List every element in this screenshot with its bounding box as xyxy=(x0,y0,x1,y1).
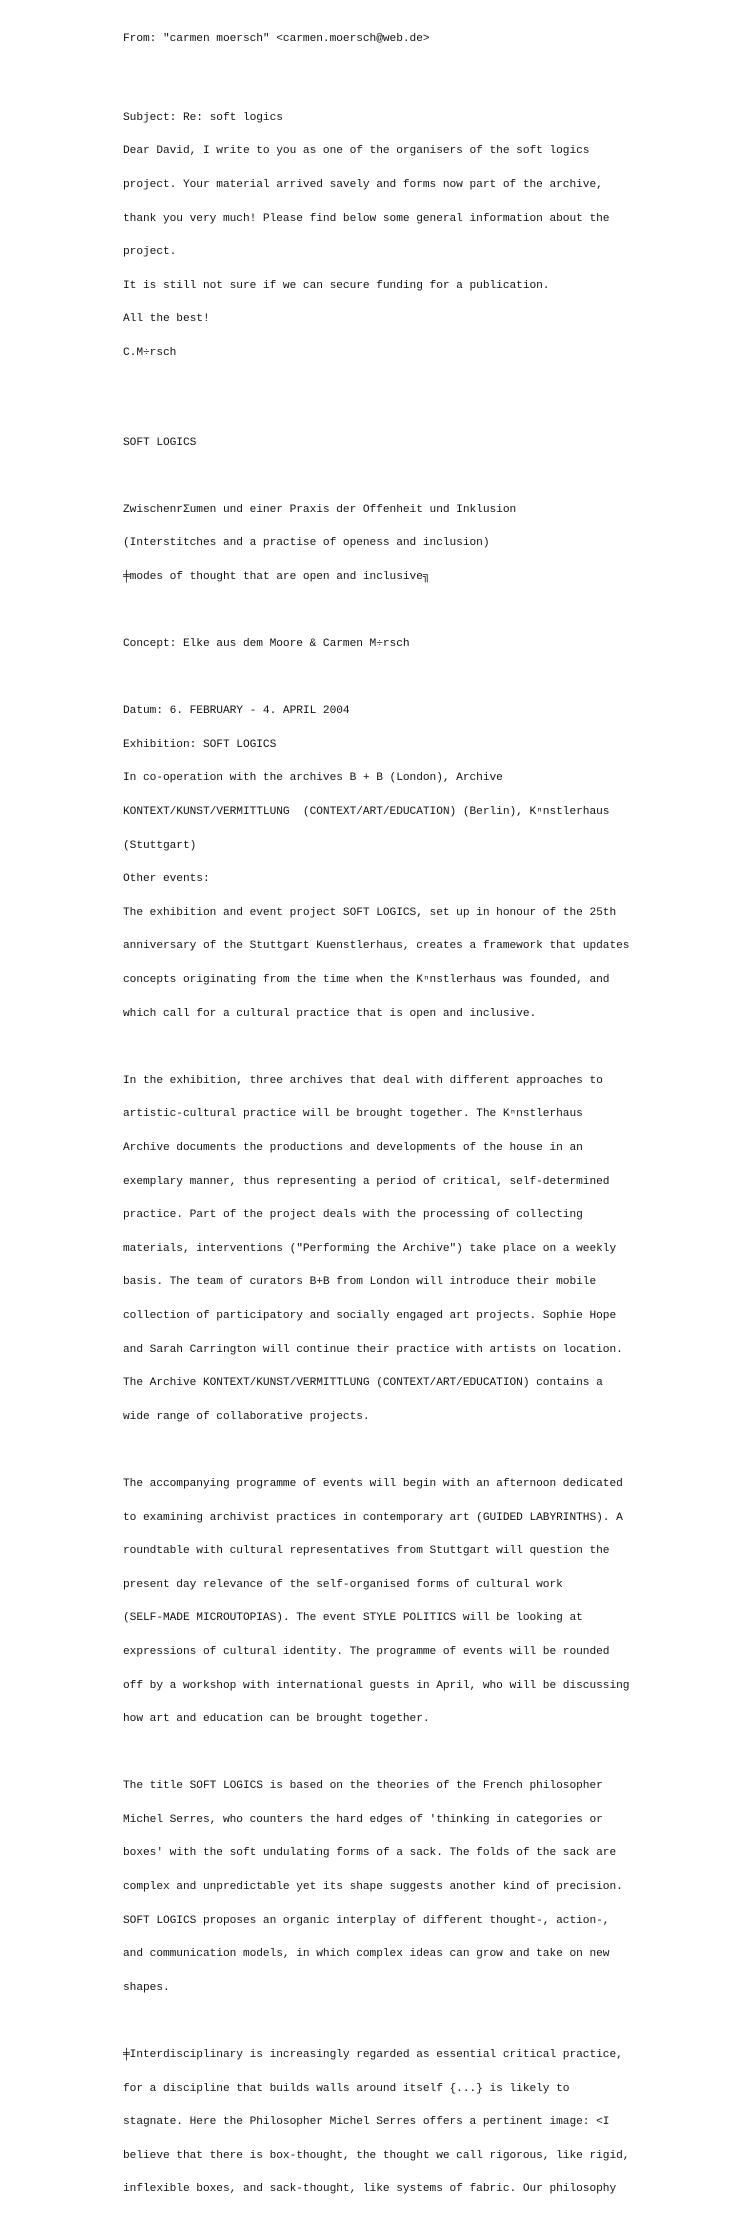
interdisciplinary-paragraph-line: inflexible boxes, and sack-thought, like systems of fabric. Our philosophy xyxy=(123,2183,617,2196)
exhibition-paragraph-line: The Archive KONTEXT/KUNST/VERMITTLUNG (CONTEXT/ART/EDUCATION) contains a xyxy=(123,1377,603,1390)
events-paragraph-line: to examining archivist practices in contemporary art (GUIDED LABYRINTHS). A xyxy=(123,1511,623,1524)
events-paragraph-line: expressions of cultural identity. The programme of events will be rounded xyxy=(123,1645,610,1658)
exhibition-paragraph-line: In the exhibition, three archives that deal with different approaches to xyxy=(123,1074,603,1087)
email-signature: C.M÷rsch xyxy=(123,346,177,359)
exhibition-paragraph-line: Archive documents the productions and developments of the house in an xyxy=(123,1142,583,1155)
details-line: KONTEXT/KUNST/VERMITTLUNG (CONTEXT/ART/EDUCATION) (Berlin), Kⁿnstlerhaus xyxy=(123,806,610,819)
title-paragraph-line: shapes. xyxy=(123,1981,170,1994)
email-body-line: It is still not sure if we can secure funding for a publication. xyxy=(123,279,550,292)
details-line: Datum: 6. FEBRUARY - 4. APRIL 2004 xyxy=(123,705,350,718)
email-from: From: "carmen moersch" <carmen.moersch@web.de> xyxy=(123,33,430,46)
email-body-line: Dear David, I write to you as one of the organisers of the soft logics xyxy=(123,145,590,158)
subtitle-line: ╪modes of thought that are open and inclusive╗ xyxy=(123,570,430,583)
details-line: concepts originating from the time when the Kⁿnstlerhaus was founded, and xyxy=(123,974,610,987)
subtitle-line: ZwischenrΣumen und einer Praxis der Offenheit und Inklusion xyxy=(123,503,517,516)
exhibition-paragraph-line: artistic-cultural practice will be brought together. The Kⁿnstlerhaus xyxy=(123,1108,583,1121)
email-body-line: project. Your material arrived savely and forms now part of the archive, xyxy=(123,178,603,191)
interdisciplinary-paragraph-line: ╪Interdisciplinary is increasingly regarded as essential critical practice, xyxy=(123,2049,623,2062)
exhibition-paragraph-line: exemplary manner, thus representing a period of critical, self-determined xyxy=(123,1175,610,1188)
exhibition-paragraph-line: basis. The team of curators B+B from London will introduce their mobile xyxy=(123,1276,597,1289)
interdisciplinary-paragraph-line: believe that there is box-thought, the thought we call rigorous, like rigid, xyxy=(123,2149,630,2162)
title-paragraph-line: The title SOFT LOGICS is based on the theories of the French philosopher xyxy=(123,1780,603,1793)
email-body-line: project. xyxy=(123,246,177,259)
title-paragraph-line: and communication models, in which complex ideas can grow and take on new xyxy=(123,1948,610,1961)
exhibition-paragraph-line: collection of participatory and socially engaged art projects. Sophie Hope xyxy=(123,1309,617,1322)
details-line: (Stuttgart) xyxy=(123,839,197,852)
details-line: In co-operation with the archives B + B (London), Archive xyxy=(123,772,503,785)
title-paragraph-line: SOFT LOGICS proposes an organic interplay of different thought-, action-, xyxy=(123,1914,610,1927)
document-text xyxy=(123,12,723,2218)
events-paragraph-line: off by a workshop with international guests in April, who will be discussing xyxy=(123,1679,630,1692)
details-line: Exhibition: SOFT LOGICS xyxy=(123,738,277,751)
interdisciplinary-paragraph-line: stagnate. Here the Philosopher Michel Serres offers a pertinent image: <I xyxy=(123,2116,610,2129)
details-line: The exhibition and event project SOFT LOGICS, set up in honour of the 25th xyxy=(123,906,617,919)
exhibition-paragraph-line: practice. Part of the project deals with the processing of collecting xyxy=(123,1209,583,1222)
details-line: anniversary of the Stuttgart Kuenstlerhaus, creates a framework that updates xyxy=(123,940,630,953)
document-title: SOFT LOGICS xyxy=(123,436,197,449)
email-subject: Subject: Re: soft logics xyxy=(123,111,283,124)
exhibition-paragraph-line: materials, interventions ("Performing the Archive") take place on a weekly xyxy=(123,1242,617,1255)
email-body-line: thank you very much! Please find below some general information about the xyxy=(123,212,610,225)
events-paragraph-line: how art and education can be brought together. xyxy=(123,1713,430,1726)
events-paragraph-line: present day relevance of the self-organised forms of cultural work xyxy=(123,1578,563,1591)
title-paragraph-line: complex and unpredictable yet its shape suggests another kind of precision. xyxy=(123,1881,623,1894)
title-paragraph-line: boxes' with the soft undulating forms of a sack. The folds of the sack are xyxy=(123,1847,617,1860)
events-paragraph-line: (SELF-MADE MICROUTOPIAS). The event STYLE POLITICS will be looking at xyxy=(123,1612,583,1625)
details-line: which call for a cultural practice that is open and inclusive. xyxy=(123,1007,537,1020)
concept-line: Concept: Elke aus dem Moore & Carmen M÷rsch xyxy=(123,638,410,651)
events-paragraph-line: The accompanying programme of events will begin with an afternoon dedicated xyxy=(123,1477,623,1490)
subtitle-line: (Interstitches and a practise of openess and inclusion) xyxy=(123,537,490,550)
interdisciplinary-paragraph-line: for a discipline that builds walls around itself {...} is likely to xyxy=(123,2082,570,2095)
exhibition-paragraph-line: and Sarah Carrington will continue their practice with artists on location. xyxy=(123,1343,623,1356)
email-body-line: All the best! xyxy=(123,313,210,326)
details-line: Other events: xyxy=(123,873,210,886)
title-paragraph-line: Michel Serres, who counters the hard edges of 'thinking in categories or xyxy=(123,1813,603,1826)
exhibition-paragraph-line: wide range of collaborative projects. xyxy=(123,1410,370,1423)
events-paragraph-line: roundtable with cultural representatives from Stuttgart will question the xyxy=(123,1545,610,1558)
